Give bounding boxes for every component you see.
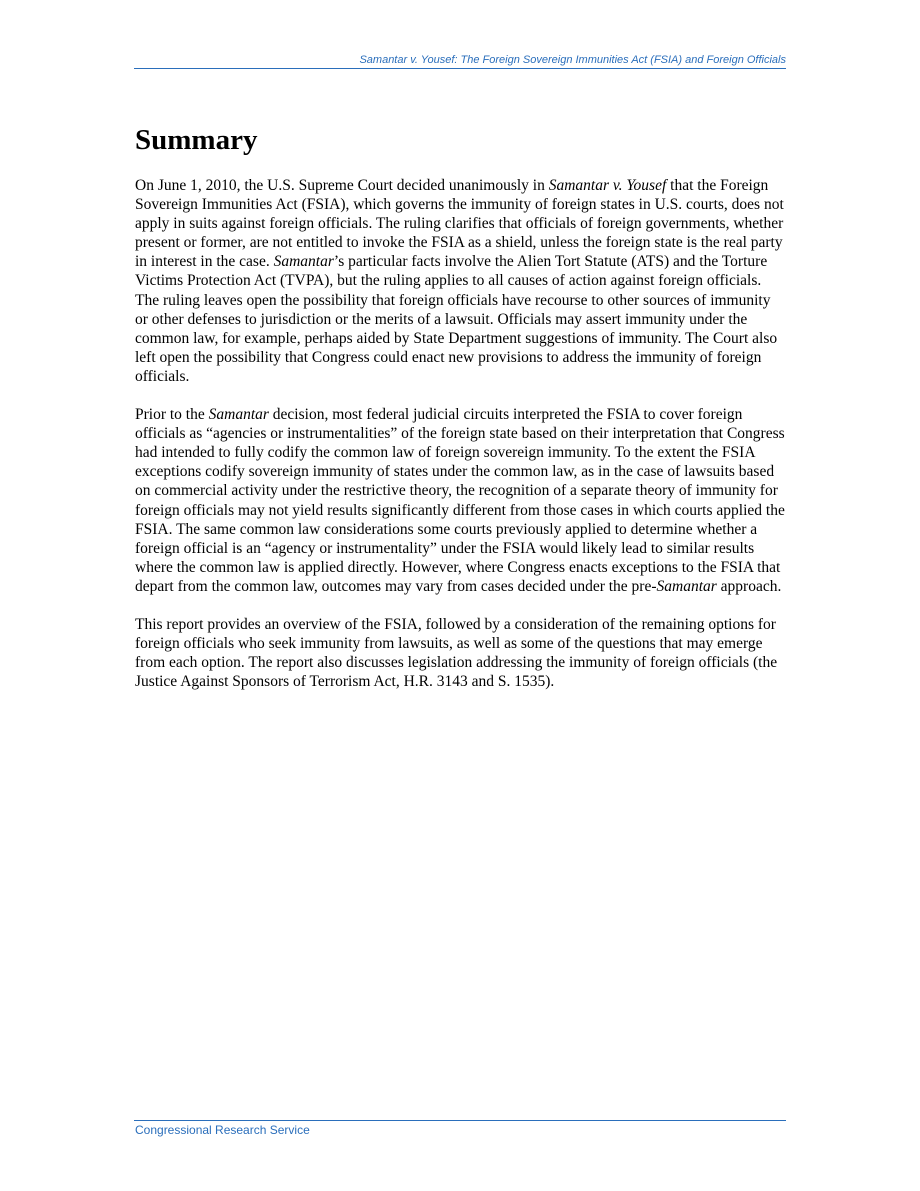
header-divider [134,68,786,69]
paragraph-2 [135,405,787,596]
case-name-italic: Samantar [208,406,269,424]
paragraph-1-text-a: On June 1, 2010, the U.S. Supreme Court decided unanimously in [135,177,549,194]
paragraph-3-text: This report provides an overview of the FSIA, followed by a consideration of the remaining options for foreign officials who seek immunity from lawsuits, as well as some of the questions that may emerge from each option. The report also discusses legislation addressing the immunity of foreign officials (the Justice Against Sponsors of Terrorism Act, H.R. 3143 and S. 1535). [135,615,778,691]
footer-divider [134,1120,786,1121]
footer-publisher: Congressional Research Service [135,1123,310,1137]
paragraph-1-text-c: that the Foreign Sovereign Immunities Act (FSIA), which governs the immunity of foreign states in U.S. courts, does not apply in suits against foreign officials. The ruling clarifies that officials of foreign governments, whether present or former, are not entitled to invoke the FSIA as a shield, unless the foreign state is the real party in interest in the case. [135,177,784,271]
paragraph-3 [135,615,787,691]
case-name-italic: Samantar [273,253,334,271]
summary-body [135,176,787,710]
paragraph-1 [135,176,787,386]
paragraph-1-text-e: ’s particular facts involve the Alien Tort Statute (ATS) and the Torture Victims Protection Act (TVPA), but the ruling applies to all causes of action against foreign officials. The ruling leaves open the possibility that foreign officials have recourse to other sources of immunity or other defenses to jurisdiction or the merits of a lawsuit. Officials may assert immunity under the common law, for example, perhaps aided by State Department suggestions of immunity. The Court also left open the possibility that Congress could enact new provisions to address the immunity of foreign officials. [135,253,778,385]
paragraph-2-text-a: Prior to the [135,406,209,424]
paragraph-2-text-e: approach. [716,577,782,595]
case-name-italic: Samantar [656,577,717,595]
section-heading: Summary [135,124,258,156]
paragraph-2-text-c: decision, most federal judicial circuits interpreted the FSIA to cover foreign officials as “agencies or instrumentalities” of the foreign state based on their interpretation that Congress had intended to fully codify the common law of foreign sovereign immunity. To the extent the FSIA exceptions codify sovereign immunity of states under the common law, as in the case of lawsuits based on commercial activity under the restrictive theory, the recognition of a separate theory of immunity for foreign officials may not yield results significantly different from those cases in which courts applied the FSIA. The same common law considerations some courts previously applied to determine whether a foreign official is an “agency or instrumentality” under the FSIA would likely lead to similar results where the common law is applied directly. However, where Congress enacts exceptions to the FSIA that depart from the common law, outcomes may vary from cases decided under the pre- [135,406,785,595]
running-header: Samantar v. Yousef: The Foreign Sovereign Immunities Act (FSIA) and Foreign Officials [359,54,786,66]
case-name-italic: Samantar v. Yousef [548,177,667,194]
